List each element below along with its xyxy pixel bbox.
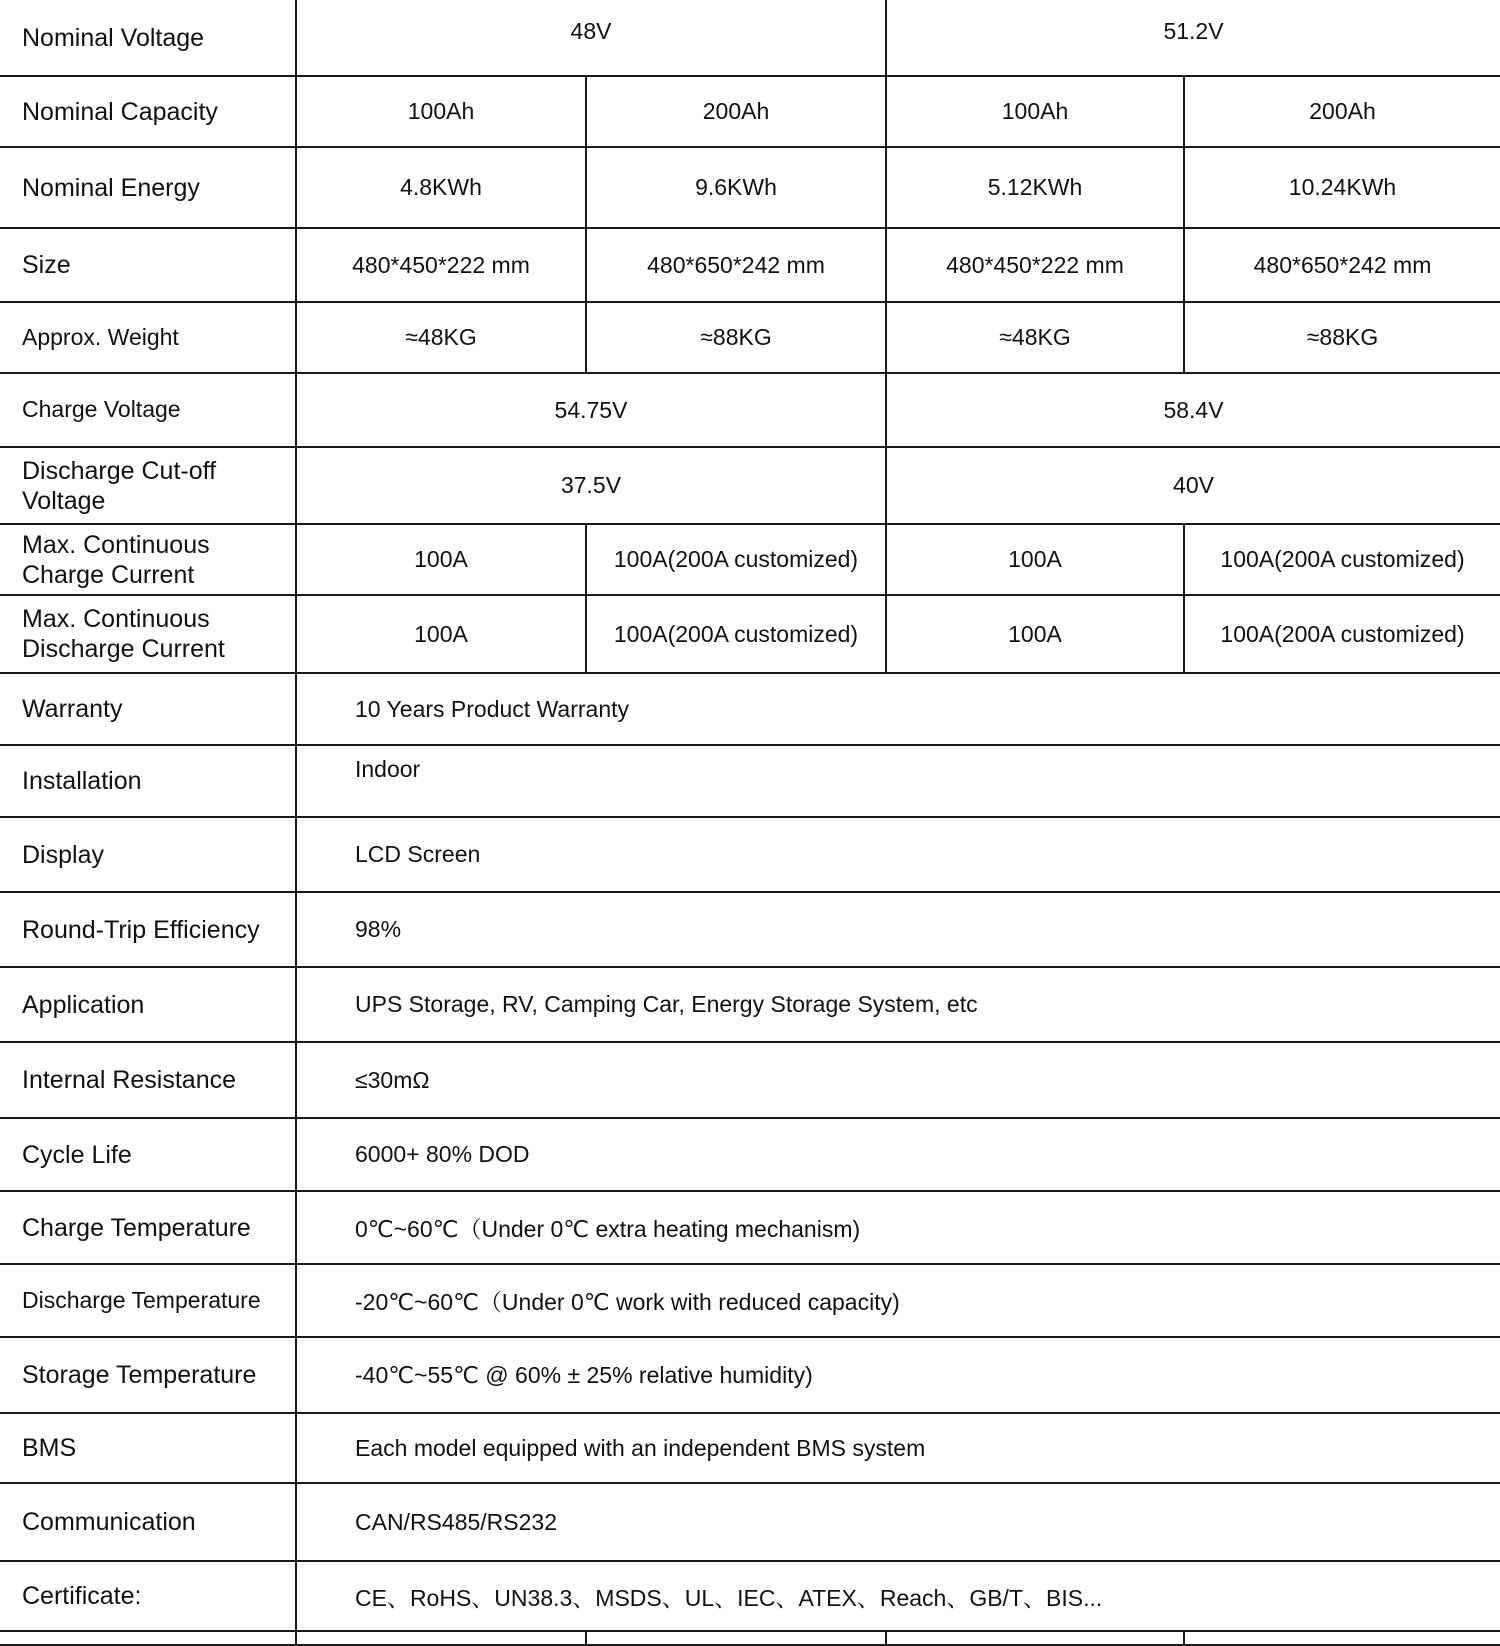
row-size [0,228,1500,302]
value-cell: 6000+ 80% DOD [296,1118,1500,1191]
value-cell: Indoor [296,745,1500,817]
value-cell: 37.5V [296,447,886,524]
row-label: Nominal Voltage [0,0,296,76]
empty-cell [0,1631,296,1645]
row-label: Round-Trip Efficiency [0,892,296,967]
row-communication [0,1483,1500,1561]
value-cell: 100A(200A customized) [1184,595,1500,673]
row-label: Discharge Temperature [0,1264,296,1337]
value-cell: ≈48KG [296,302,586,373]
row-application [0,967,1500,1042]
row-label: Communication [0,1483,296,1561]
value-cell: 480*450*222 mm [296,228,586,302]
row-discharge-temperature [0,1264,1500,1337]
value-cell: ≈48KG [886,302,1184,373]
row-label: Internal Resistance [0,1042,296,1118]
value-cell: 480*450*222 mm [886,228,1184,302]
row-nominal-voltage [0,0,1500,76]
value-cell: 54.75V [296,373,886,447]
row-label: Nominal Capacity [0,76,296,147]
value-cell: 58.4V [886,373,1500,447]
row-label: Charge Voltage [0,373,296,447]
row-label: Display [0,817,296,892]
row-approx-weight [0,302,1500,373]
value-cell: 200Ah [586,76,886,147]
row-empty [0,1631,1500,1645]
row-label: Certificate: [0,1561,296,1631]
row-internal-resistance [0,1042,1500,1118]
row-label: Max. Continuous Discharge Current [0,595,296,673]
value-cell: UPS Storage, RV, Camping Car, Energy Storage System, etc [296,967,1500,1042]
value-cell: 0℃~60℃（Under 0℃ extra heating mechanism) [296,1191,1500,1264]
value-cell: 40V [886,447,1500,524]
value-cell: 100A(200A customized) [1184,524,1500,595]
value-cell: 100Ah [886,76,1184,147]
value-cell: -20℃~60℃（Under 0℃ work with reduced capacity) [296,1264,1500,1337]
value-cell: 10.24KWh [1184,147,1500,228]
row-label: Warranty [0,673,296,745]
value-cell: 100A [296,595,586,673]
row-label: Installation [0,745,296,817]
value-cell: 10 Years Product Warranty [296,673,1500,745]
row-display [0,817,1500,892]
value-cell: CE、RoHS、UN38.3、MSDS、UL、IEC、ATEX、Reach、GB/T、BIS... [296,1561,1500,1631]
value-cell: 100A [886,524,1184,595]
empty-cell [886,1631,1184,1645]
row-cycle-life [0,1118,1500,1191]
value-cell: 200Ah [1184,76,1500,147]
row-label: Nominal Energy [0,147,296,228]
row-max-discharge-current [0,595,1500,673]
row-label: Charge Temperature [0,1191,296,1264]
row-label: Size [0,228,296,302]
value-cell: 9.6KWh [586,147,886,228]
row-charge-voltage [0,373,1500,447]
row-discharge-cutoff-voltage [0,447,1500,524]
value-cell: Each model equipped with an independent BMS system [296,1413,1500,1483]
row-installation [0,745,1500,817]
row-label: BMS [0,1413,296,1483]
value-cell: 100A [886,595,1184,673]
row-nominal-energy [0,147,1500,228]
empty-cell [296,1631,586,1645]
value-cell: 51.2V [886,0,1500,76]
value-cell: -40℃~55℃ @ 60% ± 25% relative humidity) [296,1337,1500,1413]
value-cell: LCD Screen [296,817,1500,892]
value-cell: ≤30mΩ [296,1042,1500,1118]
row-nominal-capacity [0,76,1500,147]
value-cell: 48V [296,0,886,76]
row-label: Max. Continuous Charge Current [0,524,296,595]
row-bms [0,1413,1500,1483]
row-storage-temperature [0,1337,1500,1413]
value-cell: 100A [296,524,586,595]
empty-cell [1184,1631,1500,1645]
row-label: Approx. Weight [0,302,296,373]
row-label: Storage Temperature [0,1337,296,1413]
row-round-trip-efficiency [0,892,1500,967]
value-cell: ≈88KG [586,302,886,373]
row-max-charge-current [0,524,1500,595]
value-cell: 98% [296,892,1500,967]
value-cell: 480*650*242 mm [1184,228,1500,302]
value-cell: CAN/RS485/RS232 [296,1483,1500,1561]
row-label: Cycle Life [0,1118,296,1191]
value-cell: 4.8KWh [296,147,586,228]
value-cell: 480*650*242 mm [586,228,886,302]
empty-cell [586,1631,886,1645]
value-cell: ≈88KG [1184,302,1500,373]
row-warranty [0,673,1500,745]
row-label: Discharge Cut-off Voltage [0,447,296,524]
value-cell: 5.12KWh [886,147,1184,228]
value-cell: 100A(200A customized) [586,595,886,673]
row-certificate [0,1561,1500,1631]
value-cell: 100Ah [296,76,586,147]
row-label: Application [0,967,296,1042]
value-cell: 100A(200A customized) [586,524,886,595]
row-charge-temperature [0,1191,1500,1264]
